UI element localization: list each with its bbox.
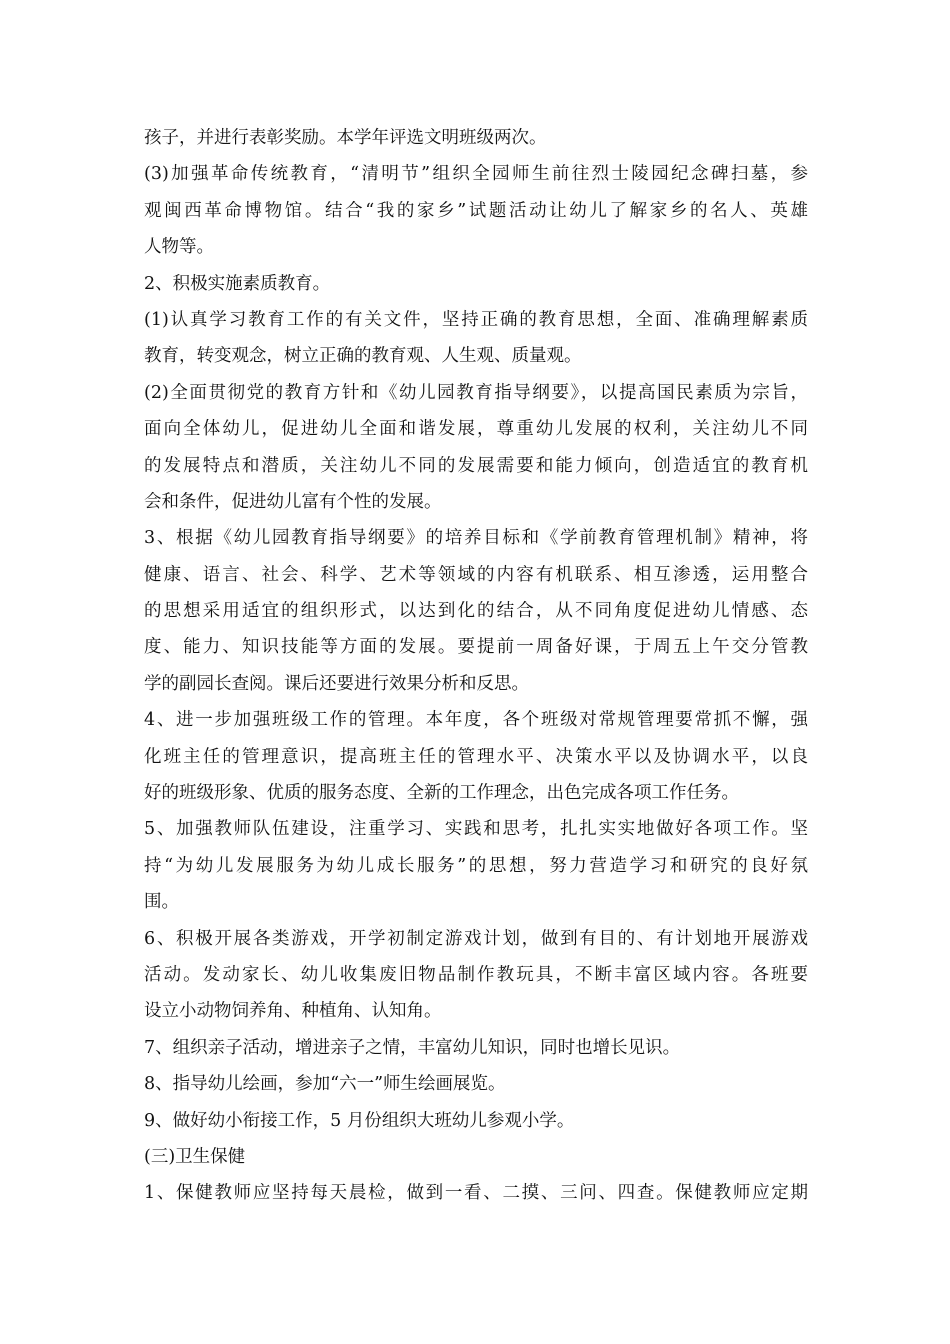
text-line: 4、进一步加强班级工作的管理。本年度，各个班级对常规管理要常抓不懈，强: [144, 710, 808, 731]
text-line: 人物等。: [144, 237, 214, 258]
text-line: 设立小动物饲养角、种植角、认知角。: [144, 1001, 442, 1022]
text-line: 好的班级形象、优质的服务态度、全新的工作理念，出色完成各项工作任务。: [144, 783, 739, 804]
text-line: 的发展特点和潜质，关注幼儿不同的发展需要和能力倾向，创造适宜的教育机: [144, 455, 808, 476]
text-line: 教育，转变观念，树立正确的教育观、人生观、质量观。: [144, 346, 582, 367]
text-line: (3)加强革命传统教育，“清明节”组织全园师生前往烈士陵园纪念碑扫墓，参: [144, 164, 808, 185]
text-line: 6、积极开展各类游戏，开学初制定游戏计划，做到有目的、有计划地开展游戏: [144, 928, 808, 949]
text-line: 5、加强教师队伍建设，注重学习、实践和思考，扎扎实实地做好各项工作。坚: [144, 819, 808, 840]
document-body: [144, 120, 808, 1212]
text-line: 持“为幼儿发展服务为幼儿成长服务”的思想，努力营造学习和研究的良好氛: [144, 855, 808, 876]
text-line: 围。: [144, 892, 179, 913]
text-line: 面向全体幼儿，促进幼儿全面和谐发展，尊重幼儿发展的权利，关注幼儿不同: [144, 419, 808, 440]
text-line: (1)认真学习教育工作的有关文件，坚持正确的教育思想，全面、准确理解素质: [144, 309, 808, 330]
text-line: 8、指导幼儿绘画，参加“六一”师生绘画展览。: [144, 1074, 506, 1095]
text-line: 的思想采用适宜的组织形式，以达到化的结合，从不同角度促进幼儿情感、态: [144, 601, 808, 622]
text-line: 观闽西革命博物馆。结合“我的家乡”试题活动让幼儿了解家乡的名人、英雄: [144, 200, 808, 221]
text-line: 1、保健教师应坚持每天晨检，做到一看、二摸、三问、四查。保健教师应定期: [144, 1183, 808, 1204]
text-line: 健康、语言、社会、科学、艺术等领域的内容有机联系、相互渗透，运用整合: [144, 564, 808, 585]
text-line: 度、能力、知识技能等方面的发展。要提前一周备好课，于周五上午交分管教: [144, 637, 808, 658]
text-line: 孩子，并进行表彰奖励。本学年评选文明班级两次。: [144, 128, 547, 148]
text-line: 会和条件，促进幼儿富有个性的发展。: [144, 491, 442, 512]
text-line: 7、组织亲子活动，增进亲子之情，丰富幼儿知识，同时也增长见识。: [144, 1037, 681, 1058]
text-line: 活动。发动家长、幼儿收集废旧物品制作教玩具，不断丰富区域内容。各班要: [144, 964, 808, 985]
text-line: 3、根据《幼儿园教育指导纲要》的培养目标和《学前教育管理机制》精神，将: [144, 528, 808, 549]
text-line: 学的副园长查阅。课后还要进行效果分析和反思。: [144, 673, 529, 694]
text-line: 9、做好幼小衔接工作，5 月份组织大班幼儿参观小学。: [144, 1110, 575, 1131]
text-line: (2)全面贯彻党的教育方针和《幼儿园教育指导纲要》，以提高国民素质为宗旨，: [144, 382, 808, 403]
section-heading: 2、积极实施素质教育。: [144, 273, 331, 294]
text-line: 化班主任的管理意识，提高班主任的管理水平、决策水平以及协调水平，以良: [144, 746, 808, 767]
section-heading: (三)卫生保健: [144, 1146, 246, 1167]
